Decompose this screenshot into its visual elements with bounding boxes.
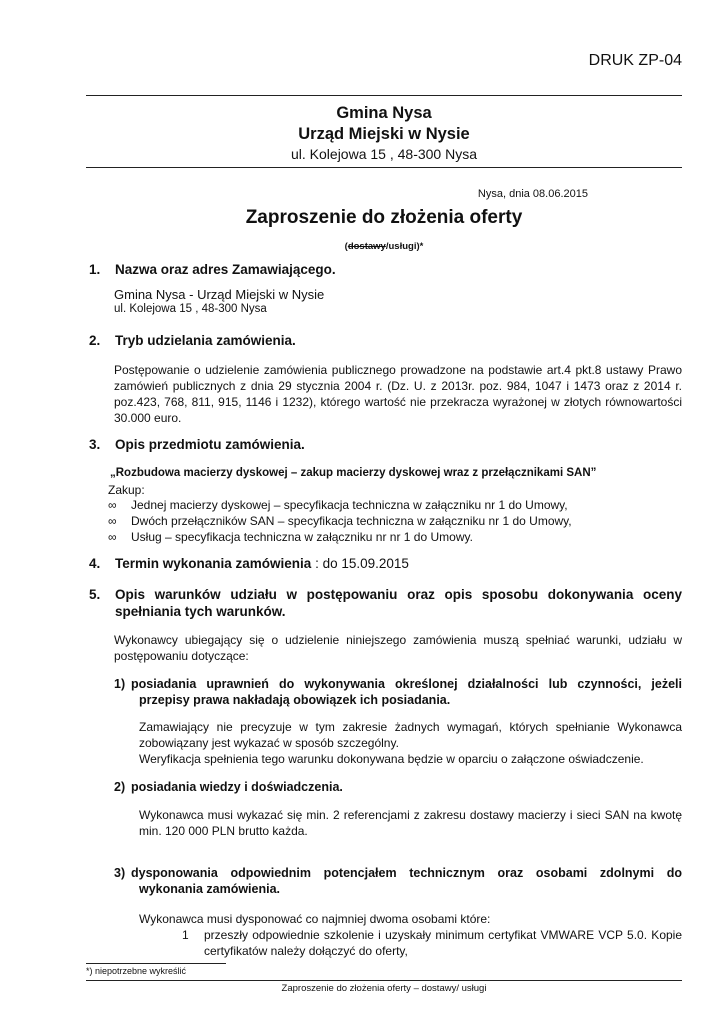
section-1-number: 1.: [89, 262, 101, 277]
section-5-number: 5.: [89, 587, 101, 602]
subsection-3-number: 3): [114, 866, 126, 880]
section-4-value: : do 15.09.2015: [311, 556, 409, 571]
subsection-1-title-line1: posiadania uprawnień do wykonywania określonej działalności lub czynności, jeżeli: [131, 677, 682, 691]
subtitle-open: (: [344, 241, 348, 252]
list-item: Usług – specyfikacja techniczna w załączniku nr nr 1 do Umowy.: [131, 530, 473, 544]
section-3-quote: „Rozbudowa macierzy dyskowej – zakup macierzy dyskowej wraz z przełącznikami SAN”: [110, 467, 597, 479]
section-5-title-line1: Opis warunków udziału w postępowaniu oraz opis sposobu dokonywania oceny: [115, 587, 682, 602]
subsection-3-item-number: 1: [182, 928, 189, 942]
list-item: Dwóch przełączników SAN – specyfikacja techniczna w załączniku nr 1 do Umowy,: [131, 514, 572, 528]
subsection-1-paragraph-2: Weryfikacja spełnienia tego warunku dokonywana będzie w oparciu o załączone oświadczenie.: [139, 752, 644, 766]
form-code: DRUK ZP-04: [588, 52, 682, 69]
section-2-body: Postępowanie o udzielenie zamówienia publicznego prowadzone na podstawie art.4 pkt.8 ustawy Prawo zamówień publicznych z dnia 29 stycznia 2004 r. (Dz. U. z 2013r. poz. 984, 1047 i 1473 oraz z 2014 r. poz.423, 768, 811, 915, 1146 i 1232), którego wartość nie przekracza wyrażonej w złotych równowartości 30.000 euro.: [114, 363, 682, 425]
section-3-intro: Zakup:: [108, 483, 145, 497]
section-3-number: 3.: [89, 437, 101, 452]
infinity-bullet-icon: ∞: [108, 498, 117, 512]
section-2-title: Tryb udzielania zamówienia.: [115, 333, 296, 348]
section-1-name: Gmina Nysa - Urząd Miejski w Nysie: [114, 287, 325, 302]
subtitle-struck: dostawy: [347, 241, 386, 252]
infinity-bullet-icon: ∞: [108, 514, 117, 528]
document-title: Zaproszenie do złożenia oferty: [245, 207, 523, 228]
section-2-number: 2.: [89, 333, 101, 348]
footnote-rule: [86, 963, 226, 964]
section-4-line: [115, 556, 409, 571]
subsection-3-title-line1: dysponowania odpowiednim potencjałem technicznym oraz osobami zdolnymi do: [131, 866, 682, 880]
header-address: ul. Kolejowa 15 , 48-300 Nysa: [291, 146, 477, 162]
date-line: Nysa, dnia 08.06.2015: [477, 188, 588, 200]
subsection-3-title-line2: wykonania zamówienia.: [139, 882, 281, 896]
subsection-1-title-line2: przepisy prawa nakładają obowiązek ich posiadania.: [139, 693, 451, 707]
section-3-title: Opis przedmiotu zamówienia.: [115, 437, 305, 452]
header-bottom-rule: [86, 167, 682, 168]
header-municipality: Gmina Nysa: [336, 104, 432, 122]
subsection-2-paragraph: Wykonawca musi wykazać się min. 2 referencjami z zakresu dostawy macierzy i sieci SAN na kwotę min. 120 000 PLN brutto każda.: [139, 808, 682, 838]
section-1-address: ul. Kolejowa 15 , 48-300 Nysa: [114, 303, 267, 315]
subsection-2-title: posiadania wiedzy i doświadczenia.: [131, 780, 343, 794]
footer-rule: [86, 980, 682, 981]
document-subtitle: [86, 241, 682, 252]
section-5-title-line2: spełniania tych warunków.: [115, 604, 286, 619]
footnote: *) niepotrzebne wykreślić: [86, 966, 187, 976]
header-top-rule: [86, 95, 682, 96]
section-1-title: Nazwa oraz adres Zamawiającego.: [115, 262, 336, 277]
section-4-title: Termin wykonania zamówienia: [115, 556, 312, 571]
infinity-bullet-icon: ∞: [108, 530, 117, 544]
subsection-2-number: 2): [114, 780, 126, 794]
section-4-number: 4.: [89, 556, 101, 571]
subsection-1-number: 1): [114, 677, 126, 691]
page-footer: Zaproszenie do złożenia oferty – dostawy/ usługi: [281, 983, 487, 994]
list-item: Jednej macierzy dyskowej – specyfikacja techniczna w załączniku nr 1 do Umowy,: [131, 498, 568, 512]
subsection-1-paragraph-1: Zamawiający nie precyzuje w tym zakresie żadnych wymagań, których spełnianie Wykonawca zobowiązany jest wykazać w sposób szczególny.: [139, 720, 682, 750]
subsection-3-paragraph: Wykonawca musi dysponować co najmniej dwoma osobami które:: [139, 912, 491, 926]
section-5-intro: Wykonawcy ubiegający się o udzielenie niniejszego zamówienia muszą spełniać warunki, udziału w postępowaniu dotyczące:: [114, 633, 682, 663]
subtitle-rest: /usługi)*: [385, 241, 424, 252]
subsection-3-item-text: przeszły odpowiednie szkolenie i uzyskały minimum certyfikat VMWARE VCP 5.0. Kopie certyfikatów należy dołączyć do oferty,: [204, 928, 682, 958]
header-office: Urząd Miejski w Nysie: [298, 125, 470, 143]
